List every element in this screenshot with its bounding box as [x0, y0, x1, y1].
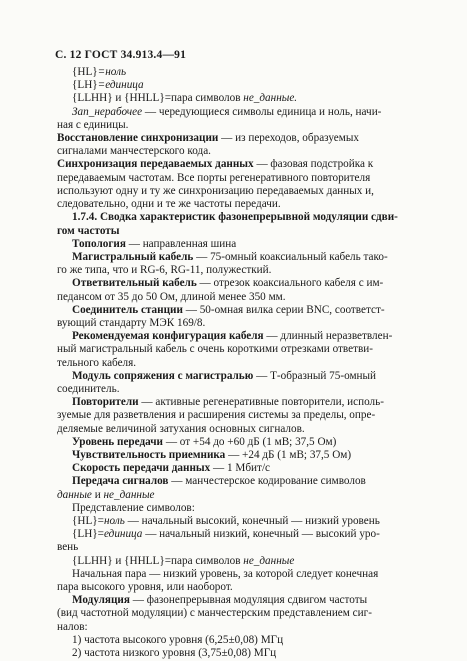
text-line: следовательно, одни и те же частоты передачи. — [57, 198, 281, 210]
text-run: — направленная шина — [125, 237, 237, 250]
text-run: — начальный высокий, конечный — низкий уровень — [124, 515, 380, 527]
text-line: Начальная пара — низкий уровень, за которой следует конечная — [72, 567, 379, 580]
text-line — [72, 79, 144, 91]
text-run: — от +54 до +60 дБ (1 мВ; 37,5 Ом) — [163, 435, 337, 448]
text-line: 2) частота низкого уровня (3,75±0,08) МГц — [72, 647, 277, 659]
text-line — [72, 238, 236, 250]
bold-term: Магистральный кабель — [72, 250, 194, 263]
bold-term: Восстановление синхронизации — [57, 132, 219, 144]
text-line: сигналами манчестерского кода. — [57, 145, 211, 158]
text-line: (вид частотной модуляции) с манчестерским представлением сиг- — [57, 607, 372, 620]
text-line: педансом от 35 до 50 Ом, длиной менее 350 мм. — [57, 290, 286, 303]
bold-term: Топология — [72, 237, 126, 250]
text-line: ный магистральный кабель с очень короткими отрезками ответви- — [57, 343, 373, 356]
italic-term: не_данные. — [243, 92, 298, 105]
text-run: {LLHH} и {HHLL}=пара символов — [72, 92, 244, 105]
symbol-code: {LH} — [72, 79, 98, 92]
italic-term: единица — [103, 528, 143, 541]
text-line: пара высокого уровня, или наоборот. — [57, 581, 233, 593]
text-line — [72, 462, 270, 474]
italic-term: Зап_нерабочее — [72, 105, 143, 118]
text-run: — длинный неразветвлен- — [263, 330, 393, 343]
text-line — [72, 594, 367, 606]
bold-term: Модуль сопряжения с магистралью — [72, 369, 254, 382]
section-heading: гом частоты — [57, 224, 120, 237]
bold-term: Повторители — [72, 396, 139, 409]
text-line — [72, 436, 336, 448]
text-run: — 1 Мбит/с — [210, 462, 271, 475]
text-run: — +24 дБ (1 мВ; 37,5 Ом) — [225, 448, 352, 461]
text-line — [57, 489, 155, 501]
text-run: и — [91, 488, 104, 501]
text-run: — фазовая подстройка к — [253, 158, 374, 171]
symbol-code: {HL} — [72, 66, 98, 78]
italic-term: ноль — [103, 515, 125, 527]
text-line — [72, 251, 388, 263]
text-line: го же типа, что и RG-6, RG-11, полужесткий. — [57, 264, 272, 277]
text-run: {LLHH} и {HHLL}=пара символов — [72, 554, 244, 567]
text-line — [57, 158, 373, 170]
text-line — [72, 528, 380, 540]
text-line: передаваемым частотам. Все порты регенеративного повторителя — [57, 171, 371, 184]
text-line — [72, 370, 376, 382]
text-line — [72, 555, 294, 567]
symbol-code: {HL}= — [72, 515, 104, 527]
text-run: — из переходов, образуемых — [218, 132, 359, 144]
text-run: — 50-омная вилка серии BNC, соответст- — [182, 303, 385, 316]
text-line: используют одну и ту же синхронизацию передаваемых данных и, — [57, 184, 374, 197]
text-line: ная с единицы. — [57, 118, 129, 131]
text-line — [72, 396, 384, 408]
italic-term: данные — [57, 488, 92, 501]
symbol-code: {LH}= — [72, 528, 104, 541]
text-run: — активные регенеративные повторители, исполь- — [138, 396, 384, 409]
text-run: — манчестерское кодирование символов — [168, 475, 366, 488]
bold-term: Модуляция — [72, 594, 130, 607]
text-line — [57, 132, 359, 144]
text-run: — 75-омный коаксиальный кабель тако- — [193, 250, 388, 263]
text-line — [72, 304, 385, 316]
text-line: вующий стандарту МЭК 169/8. — [57, 316, 206, 329]
text-run: — Т-образный 75-омный — [253, 369, 377, 382]
page-header: С. 12 ГОСТ 34.913.4—91 — [55, 49, 187, 61]
symbol-meaning: =ноль — [97, 66, 127, 78]
bold-term: Ответвительный кабель — [72, 277, 197, 290]
text-line — [72, 330, 392, 342]
section-heading: 1.7.4. Сводка характеристик фазонепрерывной модуляции сдви- — [72, 211, 398, 224]
text-line: 1) частота высокого уровня (6,25±0,08) МГц — [72, 633, 284, 646]
text-line: деляемые величиной затухания основных сигналов. — [57, 422, 305, 435]
bold-term: Чувствительность приемника — [72, 448, 226, 461]
text-run: — начальный низкий, конечный — высокий уро- — [142, 528, 380, 541]
bold-term: Передача сигналов — [72, 475, 169, 488]
italic-term: не_данные — [243, 554, 295, 567]
text-line — [72, 449, 351, 461]
text-line: вень — [57, 541, 79, 554]
bold-term: Рекомендуемая конфигурация кабеля — [72, 330, 264, 343]
text-line — [72, 92, 297, 104]
text-line — [72, 475, 366, 487]
text-line: зуемые для разветвления и расширения системы за пределы, опре- — [57, 409, 376, 422]
italic-term: не_данные — [103, 488, 155, 501]
text-line: налов: — [57, 620, 88, 633]
text-line: соединитель. — [57, 382, 120, 395]
text-line — [72, 277, 383, 289]
text-run: — отрезок коаксиального кабеля с им- — [196, 277, 384, 290]
bold-term: Уровень передачи — [72, 435, 164, 448]
text-line — [72, 515, 380, 527]
bold-term: Соединитель станции — [72, 303, 183, 316]
symbol-meaning: =единица — [97, 79, 144, 92]
text-line: тельного кабеля. — [57, 356, 137, 369]
text-line: Представление символов: — [72, 501, 195, 514]
bold-term: Синхронизация передаваемых данных — [57, 158, 254, 171]
text-run: — чередующиеся символы единица и ноль, начи- — [142, 105, 382, 118]
text-line — [72, 106, 381, 118]
bold-term: Скорость передачи данных — [72, 462, 211, 475]
text-run: — фазонепрерывная модуляция сдвигом частоты — [129, 594, 368, 607]
text-line — [72, 66, 126, 78]
